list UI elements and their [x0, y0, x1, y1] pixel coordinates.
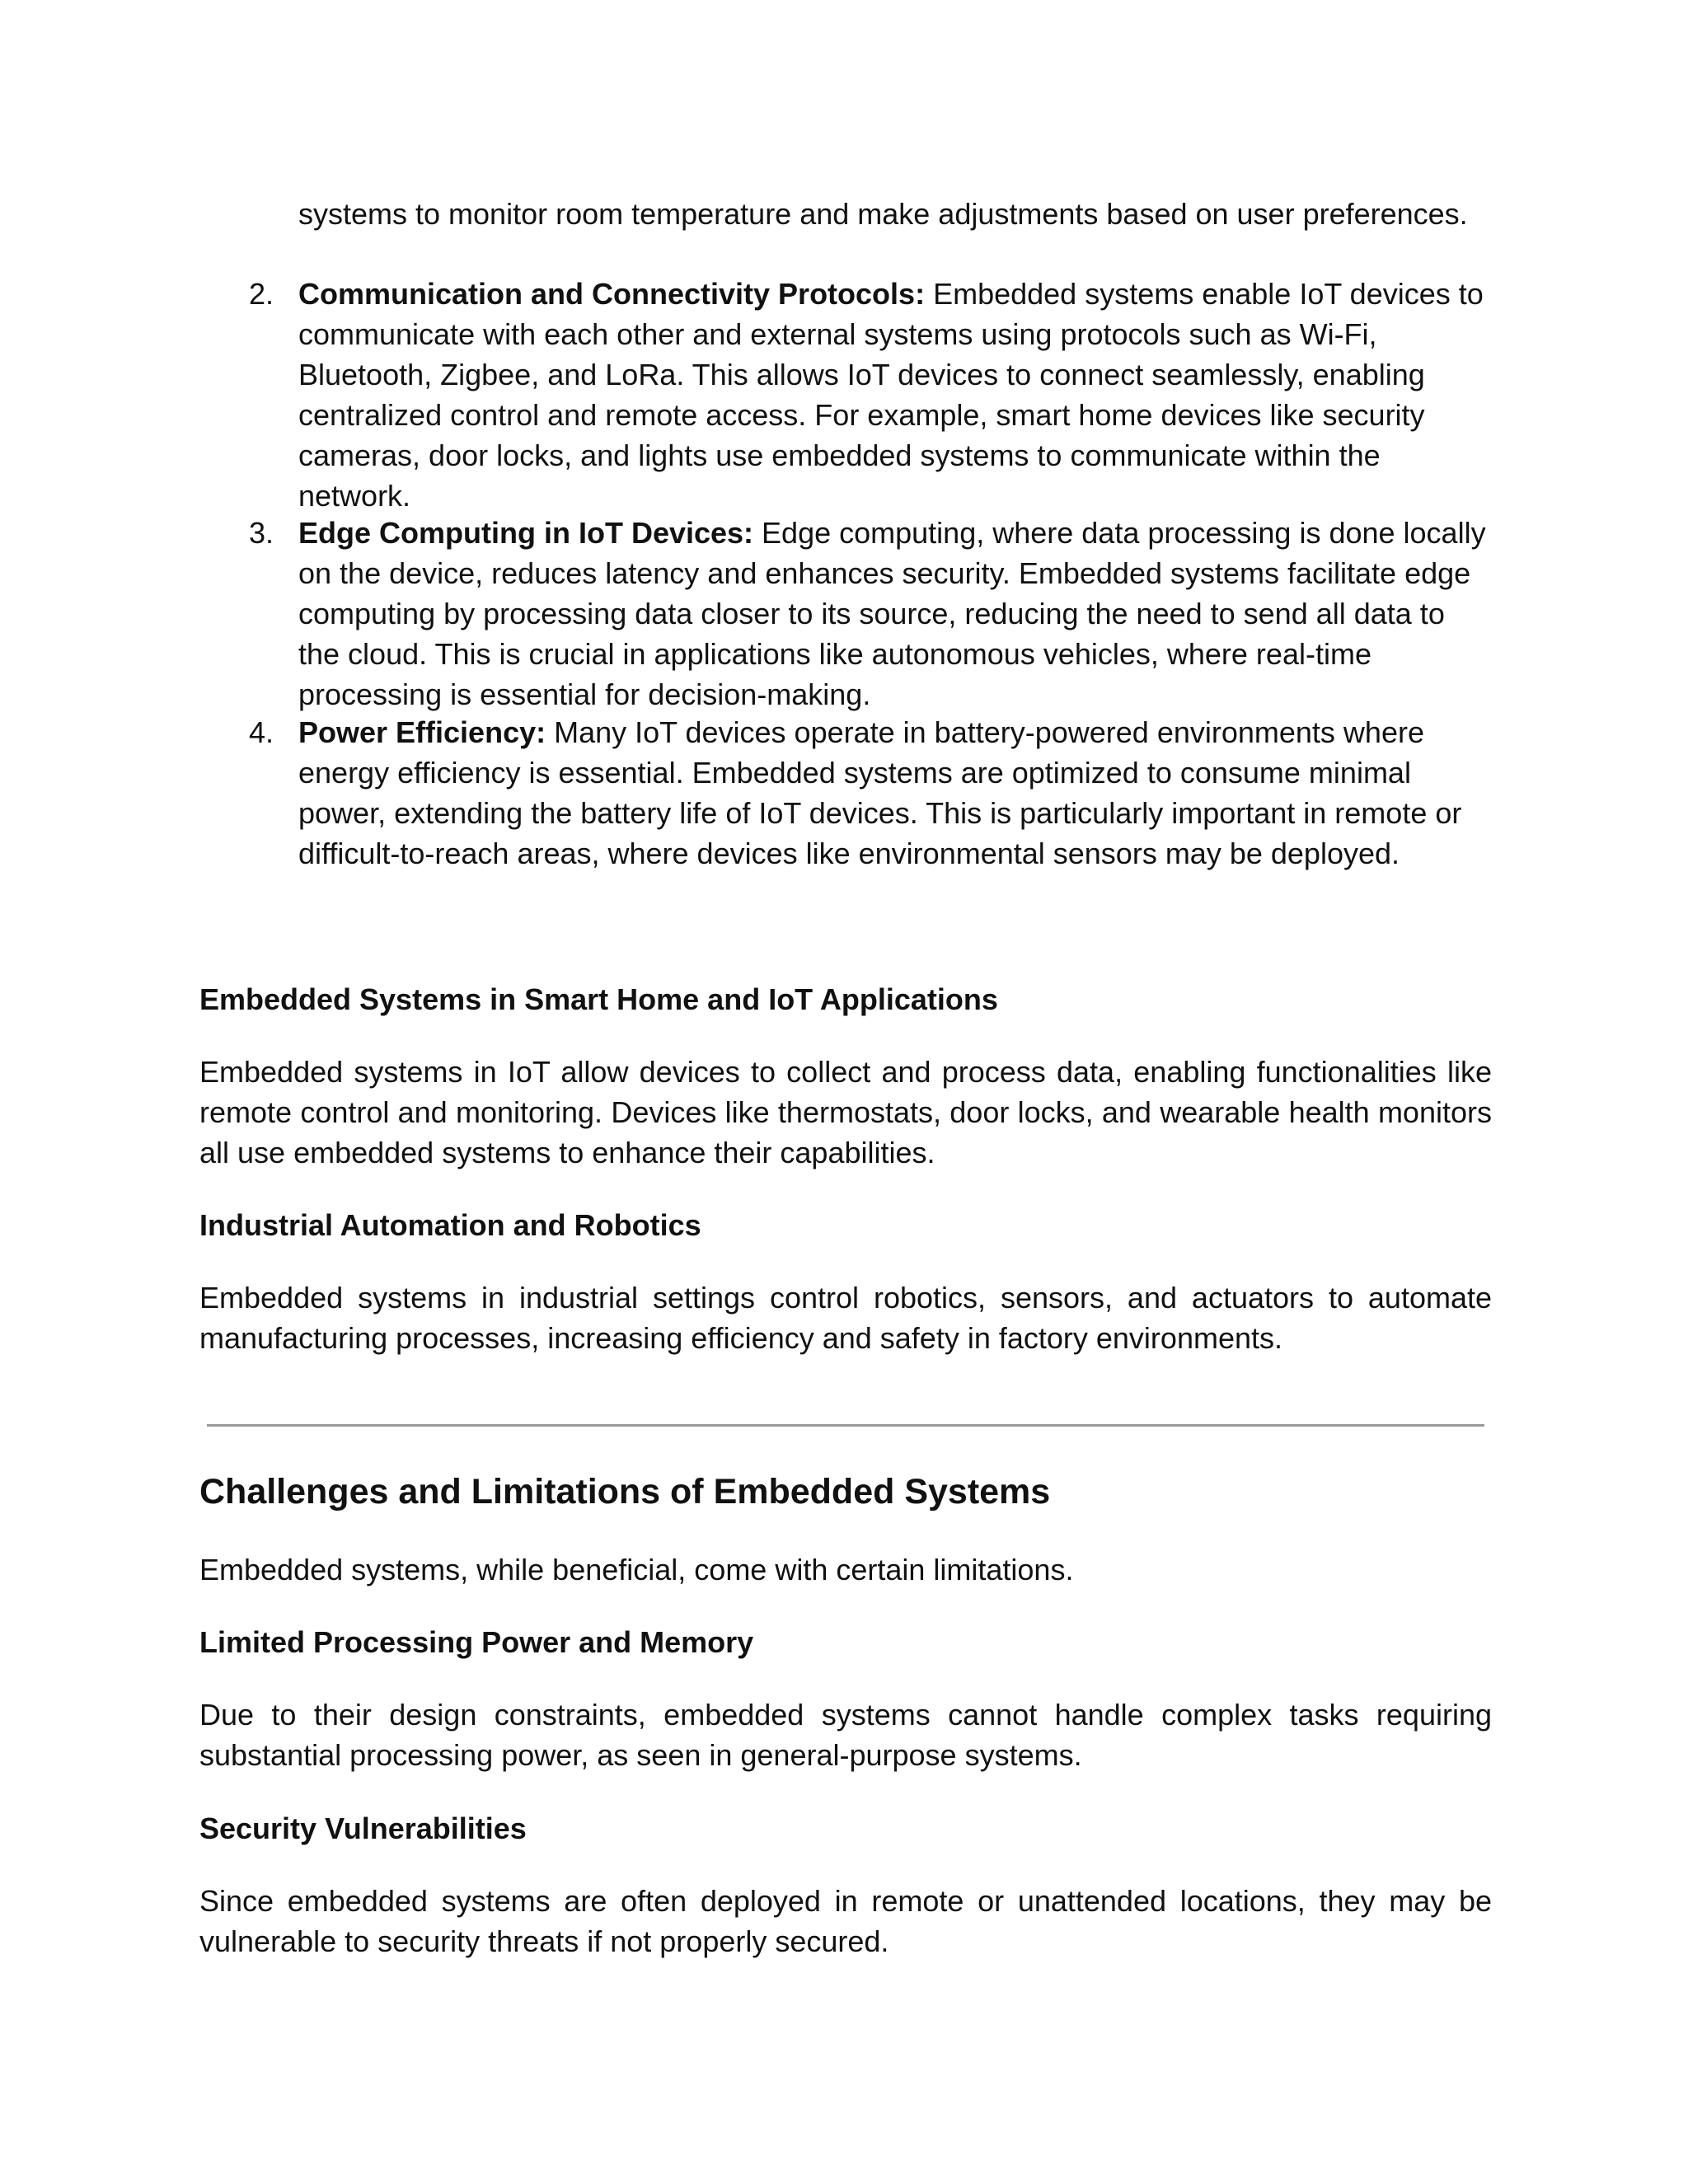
horizontal-divider — [207, 1424, 1484, 1427]
list-description: Edge computing, where data processing is done locally on the device, reduces latency and enhances security. Embedded systems facilitate edge computing by processing data closer to its source, reducing the need to send all data to the cloud. This is crucial in applications like autonomous vehicles, where real-time processing is essential for decision-making. — [298, 516, 1486, 711]
list-number: 3. — [249, 516, 274, 550]
list-term: Power Efficiency: — [298, 715, 546, 749]
limited-processing-paragraph: Due to their design constraints, embedded systems cannot handle complex tasks requiring substantial processing power, as seen in general-purpose systems. — [199, 1698, 1492, 1772]
list-term: Edge Computing in IoT Devices: — [298, 516, 754, 550]
list-item-text — [298, 712, 1493, 874]
list-continuation-text: systems to monitor room temperature and make adjustments based on user preferences. — [298, 197, 1468, 231]
list-term: Communication and Connectivity Protocols: — [298, 277, 926, 311]
section-heading-security: Security Vulnerabilities — [199, 1811, 527, 1845]
section-heading-limited-processing: Limited Processing Power and Memory — [199, 1625, 754, 1659]
section-heading-industrial: Industrial Automation and Robotics — [199, 1208, 701, 1242]
section-heading-smart-home: Embedded Systems in Smart Home and IoT Applications — [199, 982, 998, 1016]
list-number: 2. — [249, 277, 274, 311]
smart-home-paragraph: Embedded systems in IoT allow devices to collect and process data, enabling functionalities like remote control and monitoring. Devices like thermostats, door locks, and wearable health monitors all use embedded systems to enhance their capabilities. — [199, 1055, 1492, 1169]
challenges-heading: Challenges and Limitations of Embedded Systems — [199, 1472, 1051, 1511]
industrial-paragraph: Embedded systems in industrial settings control robotics, sensors, and actuators to automate manufacturing processes, increasing efficiency and safety in factory environments. — [199, 1281, 1492, 1355]
list-description: Many IoT devices operate in battery-powered environments where energy efficiency is essential. Embedded systems are optimized to consume minimal power, extending the battery life of IoT devices. This is particularly important in remote or difficult-to-reach areas, where devices like environmental sensors may be deployed. — [298, 715, 1462, 870]
challenges-intro: Embedded systems, while beneficial, come with certain limitations. — [199, 1553, 1074, 1586]
list-item-text — [298, 274, 1493, 516]
security-paragraph: Since embedded systems are often deployed in remote or unattended locations, they may be vulnerable to security threats if not properly secured. — [199, 1884, 1492, 1958]
list-description: Embedded systems enable IoT devices to communicate with each other and external systems using protocols such as Wi-Fi, Bluetooth, Zigbee, and LoRa. This allows IoT devices to connect seamlessly, enabling centralized control and remote access. For example, smart home devices like security cameras, door locks, and lights use embedded systems to communicate within the network. — [298, 277, 1484, 513]
list-item-text — [298, 513, 1493, 715]
list-number: 4. — [249, 715, 274, 749]
